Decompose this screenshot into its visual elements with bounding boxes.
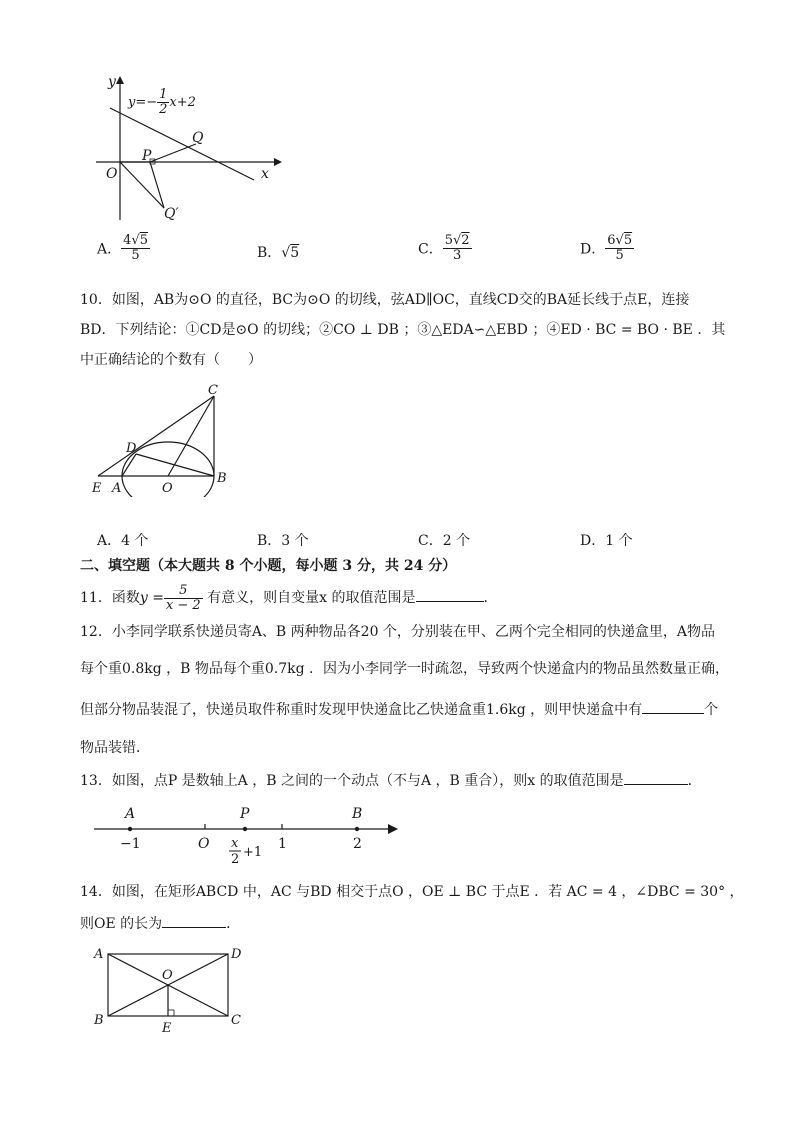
q14-label-b: B xyxy=(94,1013,104,1028)
q10-line-2: BD．下列结论：①CD是⊙O 的切线；②CO ⊥ DB ；③△EDA∽△EBD ；④ED · BC = BO · BE ．其 xyxy=(80,322,726,338)
q11-answer-blank[interactable] xyxy=(416,601,484,602)
q9-point-qprime-label: Q′ xyxy=(164,206,179,222)
q9-option-b: B．√5 xyxy=(257,245,300,261)
q14-label-a: A xyxy=(94,947,104,962)
q13-tick-minus-one: −1 xyxy=(120,836,141,852)
q9-option-c: C． $\frac{5√2}{3}$ xyxy=(418,233,470,263)
q14-line-2: 则OE 的长为 ． xyxy=(80,916,241,932)
q12-line-3: 但部分物品装混了，快递员取件称重时发现甲快递盒比乙快递盒重1.6kg ，则甲快递盒中有 个 xyxy=(80,702,719,718)
q13-text: 13．如图，点P 是数轴上A ，B 之间的一个动点（不与A ，B 重合），则x 的取值范围是 ． xyxy=(80,773,702,789)
section-2-heading: 二、填空题（本大题共 8 个小题，每小题 3 分，共 24 分） xyxy=(80,558,457,574)
q12-line-1: 12．小李同学联系快递员寄A、B 两种物品各20 个，分别装在甲、乙两个完全相同的快递盒里，A物品 xyxy=(80,624,716,640)
q10-label-a: A xyxy=(112,481,122,496)
q10-label-d: D xyxy=(126,441,137,456)
q9-origin-label: O xyxy=(106,166,118,182)
q10-label-e: E xyxy=(92,481,102,496)
q13-label-p: P xyxy=(240,806,250,822)
q13-tick-two: 2 xyxy=(353,836,362,852)
q9-option-d: D． $\frac{6√5}{5}$ xyxy=(580,233,633,263)
q10-option-d: D．1 个 xyxy=(580,533,633,549)
q10-line-1: 10．如图，AB为⊙O 的直径，BC为⊙O 的切线，弦AD∥OC，直线CD交的BA延长线于点E，连接 xyxy=(80,292,690,308)
q9-point-q-label: Q xyxy=(192,130,204,146)
q9-option-a: A． $\frac{4√5}{5}$ xyxy=(97,233,148,263)
q14-figure xyxy=(92,944,252,1040)
q11-text: 11．函数y = $\frac{5}{x - 2}$ 有意义，则自变量x 的取值范围是 ． xyxy=(80,582,498,613)
q10-option-c: C．2 个 xyxy=(418,533,471,549)
q10-figure xyxy=(88,382,238,497)
q14-label-d: D xyxy=(231,947,242,962)
q13-p-value-suffix: +1 xyxy=(243,845,263,860)
q12-line-2: 每个重0.8kg ，B 物品每个重0.7kg ．因为小李同学一时疏忽，导致两个快递盒内的物品虽然数量正确， xyxy=(80,661,730,677)
q12-answer-blank[interactable] xyxy=(642,713,704,714)
q13-tick-one: 1 xyxy=(278,836,287,852)
q14-line-1: 14．如图，在矩形ABCD 中，AC 与BD 相交于点O ，OE ⊥ BC 于点E ．若 AC = 4 ，∠DBC = 30° ， xyxy=(80,884,744,900)
q10-option-b: B．3 个 xyxy=(257,533,309,549)
q10-label-o: O xyxy=(162,481,173,496)
q9-x-axis-label: x xyxy=(261,166,269,182)
q13-p-value-denominator: 2 xyxy=(231,852,240,867)
q14-label-e: E xyxy=(162,1021,172,1036)
q13-answer-blank[interactable] xyxy=(624,784,688,785)
q13-label-a: A xyxy=(125,806,136,822)
q13-number-line xyxy=(90,800,410,868)
q14-answer-blank[interactable] xyxy=(162,927,226,928)
q9-y-axis-label: y xyxy=(108,74,116,90)
q14-label-c: C xyxy=(231,1013,241,1028)
q13-label-b: B xyxy=(352,806,363,822)
q13-tick-origin: O xyxy=(198,836,210,852)
q9-line-equation: y=− $\frac{1}{2}$ x+2 xyxy=(128,87,196,117)
q10-label-c: C xyxy=(208,383,218,398)
q10-label-b: B xyxy=(217,471,227,486)
q14-label-o: O xyxy=(162,968,173,983)
q13-p-value-numerator: x xyxy=(231,836,239,851)
q10-option-a: A．4 个 xyxy=(97,533,149,549)
q10-line-3: 中正确结论的个数有（ ） xyxy=(80,352,262,368)
q12-line-4: 物品装错． xyxy=(80,740,150,756)
q9-point-p-label: P xyxy=(142,148,152,164)
